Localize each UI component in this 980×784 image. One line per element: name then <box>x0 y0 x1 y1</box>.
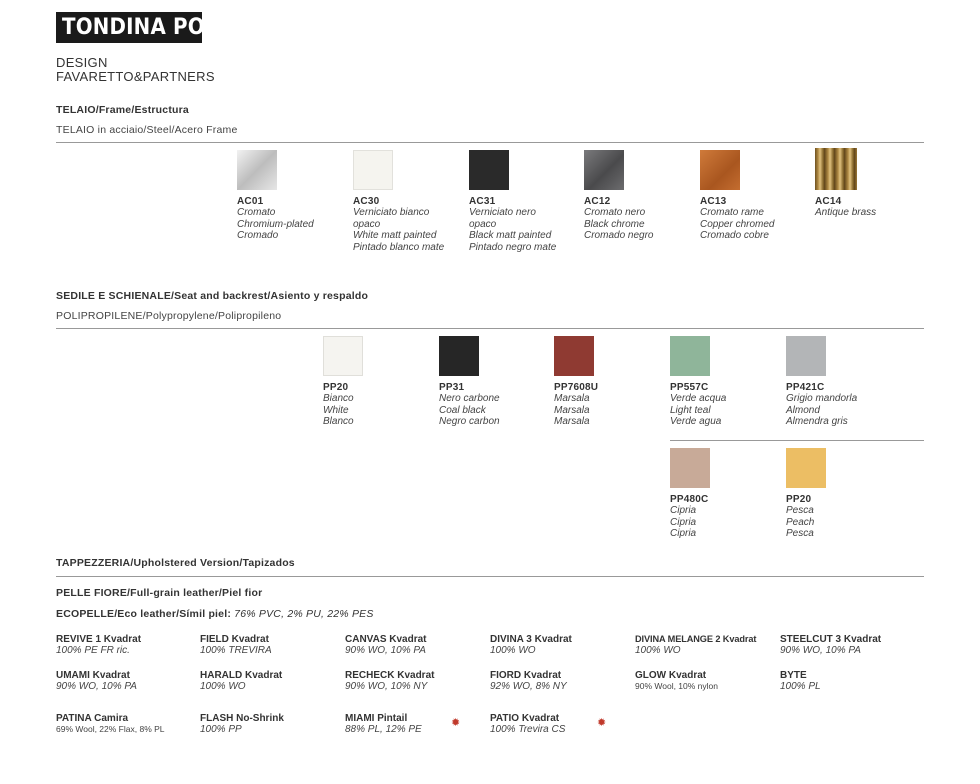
swatch-desc: Black chrome <box>584 218 645 230</box>
fabric-item <box>56 713 196 735</box>
fabric-name: REVIVE 1 Kvadrat <box>56 634 142 645</box>
divider <box>56 328 924 329</box>
fabric-name: CANVAS Kvadrat <box>345 634 427 645</box>
swatch-desc: Cromato nero <box>584 207 646 218</box>
fabric-composition: 92% WO, 8% NY <box>490 681 567 692</box>
fabric-composition: 90% WO, 10% PA <box>780 645 861 656</box>
swatch-code: AC30 <box>353 196 380 207</box>
divider <box>670 440 924 441</box>
fabric-composition: 88% PL, 12% PE <box>345 724 422 735</box>
color-swatch <box>439 336 479 376</box>
swatch-desc: Chromium-plated <box>237 218 314 230</box>
swatch-code: AC13 <box>700 196 727 207</box>
seat-swatch-pp20-peach <box>786 448 911 540</box>
fabric-name: DIVINA MELANGE 2 Kvadrat <box>635 634 757 644</box>
fabric-name: MIAMI Pintail <box>345 713 408 724</box>
swatch-desc: Blanco <box>323 416 354 427</box>
fabric-item <box>780 634 920 656</box>
fabric-name: RECHECK Kvadrat <box>345 670 435 681</box>
fabric-item <box>780 670 920 692</box>
color-swatch <box>700 150 740 190</box>
fabric-item <box>56 634 196 656</box>
fabric-composition: 100% WO <box>635 645 681 656</box>
fabric-name: PATINA Camira <box>56 713 129 724</box>
product-title: TONDINA POP <box>56 12 202 43</box>
swatch-desc: Copper chromed <box>700 218 775 230</box>
sun-icon: ✹ <box>597 717 607 729</box>
swatch-desc: Cipria <box>670 516 697 528</box>
fabric-composition: 100% WO <box>490 645 536 656</box>
swatch-code: AC14 <box>815 196 842 207</box>
swatch-desc: Coal black <box>439 404 486 416</box>
swatch-desc: Pintado negro mate <box>469 241 557 253</box>
color-swatch <box>584 150 624 190</box>
fabric-item <box>200 634 340 656</box>
swatch-desc: Cipria <box>670 505 697 516</box>
fabric-item <box>345 634 485 656</box>
seat-swatch-pp7608u <box>554 336 679 428</box>
swatch-code: PP20 <box>323 382 349 393</box>
fabric-composition: 90% Wool, 10% nylon <box>635 681 719 691</box>
swatch-desc: Almond <box>786 404 820 416</box>
fabric-name: FLASH No-Shrink <box>200 713 284 724</box>
fabric-item <box>345 670 485 692</box>
eco-leather-line <box>56 608 374 620</box>
fabric-item <box>635 634 775 656</box>
fabric-item <box>56 670 196 692</box>
swatch-desc: Bianco <box>323 393 354 404</box>
swatch-desc: Marsala <box>554 393 590 404</box>
swatch-code: AC12 <box>584 196 611 207</box>
leather-label: PELLE FIORE/Full-grain leather/Piel fior <box>56 587 263 599</box>
fabric-composition: 100% PE FR ric. <box>56 645 130 656</box>
fabric-composition: 90% WO, 10% PA <box>56 681 137 692</box>
fabric-name: DIVINA 3 Kvadrat <box>490 634 572 645</box>
swatch-desc: Almendra gris <box>786 416 848 427</box>
seat-swatch-pp20-white <box>323 336 448 428</box>
design-label: DESIGN <box>56 55 108 70</box>
color-swatch <box>786 448 826 488</box>
swatch-desc: Cromato rame <box>700 207 764 218</box>
fabric-composition: 100% WO <box>200 681 246 692</box>
frame-swatch-ac01 <box>237 150 362 242</box>
fabric-item <box>345 713 485 735</box>
color-swatch <box>815 148 857 190</box>
swatch-desc: Cipria <box>670 528 697 539</box>
fabric-item <box>490 713 630 735</box>
swatch-desc: Marsala <box>554 416 590 427</box>
swatch-desc: Nero carbone <box>439 393 500 404</box>
swatch-code: PP31 <box>439 382 465 393</box>
swatch-desc: Pesca <box>786 505 814 516</box>
fabric-composition: 90% WO, 10% PA <box>345 645 426 656</box>
seat-swatch-pp421c <box>786 336 911 428</box>
color-swatch <box>469 150 509 190</box>
swatch-code: PP7608U <box>554 382 599 393</box>
swatch-desc: Pesca <box>786 528 814 539</box>
swatch-desc: Cromado negro <box>584 230 654 241</box>
swatch-desc: Pintado blanco mate <box>353 241 445 253</box>
sun-icon: ✹ <box>451 717 461 729</box>
swatch-desc: Marsala <box>554 404 590 416</box>
fabric-name: PATIO Kvadrat <box>490 713 560 724</box>
fabric-item <box>490 634 630 656</box>
swatch-code: PP557C <box>670 382 709 393</box>
fabric-name: UMAMI Kvadrat <box>56 670 130 681</box>
divider <box>56 576 924 577</box>
swatch-desc: Peach <box>786 516 815 528</box>
fabric-composition: 100% PP <box>200 724 242 735</box>
seat-swatch-pp480c <box>670 448 795 540</box>
frame-swatch-ac12 <box>584 150 709 242</box>
fabric-composition: 100% Trevira CS <box>490 724 566 735</box>
swatch-code: PP480C <box>670 494 709 505</box>
fabric-composition: 69% Wool, 22% Flax, 8% PL <box>56 724 165 734</box>
eco-leather-composition: 76% PVC, 2% PU, 22% PES <box>234 608 374 620</box>
swatch-desc: Verniciato nero <box>469 207 536 218</box>
fabric-name: FIORD Kvadrat <box>490 670 562 681</box>
frame-swatch-ac31 <box>469 150 594 253</box>
swatch-desc: Negro carbon <box>439 416 500 427</box>
swatch-code: AC01 <box>237 196 264 207</box>
frame-swatch-ac30 <box>353 150 478 253</box>
swatch-code: PP421C <box>786 382 825 393</box>
fabric-name: BYTE <box>780 670 807 681</box>
color-swatch <box>554 336 594 376</box>
swatch-desc: Black matt painted <box>469 230 552 241</box>
divider <box>56 142 924 143</box>
swatch-desc: White <box>323 404 349 416</box>
frame-section-title: TELAIO/Frame/Estructura <box>56 104 189 116</box>
swatch-desc: Verde acqua <box>670 393 727 404</box>
color-swatch <box>353 150 393 190</box>
swatch-desc: Grigio mandorla <box>786 393 858 404</box>
swatch-desc: opaco <box>469 218 497 230</box>
swatch-desc: opaco <box>353 218 381 230</box>
swatch-desc: White matt painted <box>353 230 437 241</box>
color-swatch <box>670 336 710 376</box>
swatch-code: AC31 <box>469 196 496 207</box>
fabric-name: STEELCUT 3 Kvadrat <box>780 634 882 645</box>
upholstery-section-title: TAPPEZZERIA/Upholstered Version/Tapizados <box>56 557 295 569</box>
swatch-desc: Cromato <box>237 207 276 218</box>
color-swatch <box>670 448 710 488</box>
fabric-name: HARALD Kvadrat <box>200 670 283 681</box>
seat-section-title: SEDILE E SCHIENALE/Seat and backrest/Asiento y respaldo <box>56 290 369 302</box>
color-swatch <box>786 336 826 376</box>
fabric-item <box>200 713 340 735</box>
fabric-item <box>200 670 340 692</box>
seat-swatch-pp31 <box>439 336 564 428</box>
fabric-item <box>635 670 775 692</box>
frame-section-subtitle: TELAIO in acciaio/Steel/Acero Frame <box>56 124 238 136</box>
frame-swatch-ac14 <box>815 148 940 219</box>
fabric-item <box>490 670 630 692</box>
color-swatch <box>237 150 277 190</box>
color-swatch <box>323 336 363 376</box>
design-credit <box>56 56 215 84</box>
fabric-composition: 100% TREVIRA <box>200 645 272 656</box>
swatch-desc: Verde agua <box>670 416 722 427</box>
eco-leather-label: ECOPELLE/Eco leather/Símil piel: <box>56 608 232 620</box>
seat-swatch-pp557c <box>670 336 795 428</box>
swatch-code: PP20 <box>786 494 812 505</box>
seat-section-subtitle: POLIPROPILENE/Polypropylene/Polipropileno <box>56 310 282 322</box>
frame-swatch-ac13 <box>700 150 825 242</box>
swatch-desc: Cromado <box>237 230 279 241</box>
fabric-composition: 90% WO, 10% NY <box>345 681 428 692</box>
swatch-desc: Cromado cobre <box>700 230 769 241</box>
fabric-name: FIELD Kvadrat <box>200 634 269 645</box>
designer-name: FAVARETTO&PARTNERS <box>56 69 215 84</box>
fabric-composition: 100% PL <box>780 681 821 692</box>
swatch-desc: Antique brass <box>815 207 877 218</box>
swatch-desc: Verniciato bianco <box>353 207 430 218</box>
fabric-name: GLOW Kvadrat <box>635 670 707 681</box>
swatch-desc: Light teal <box>670 404 711 416</box>
